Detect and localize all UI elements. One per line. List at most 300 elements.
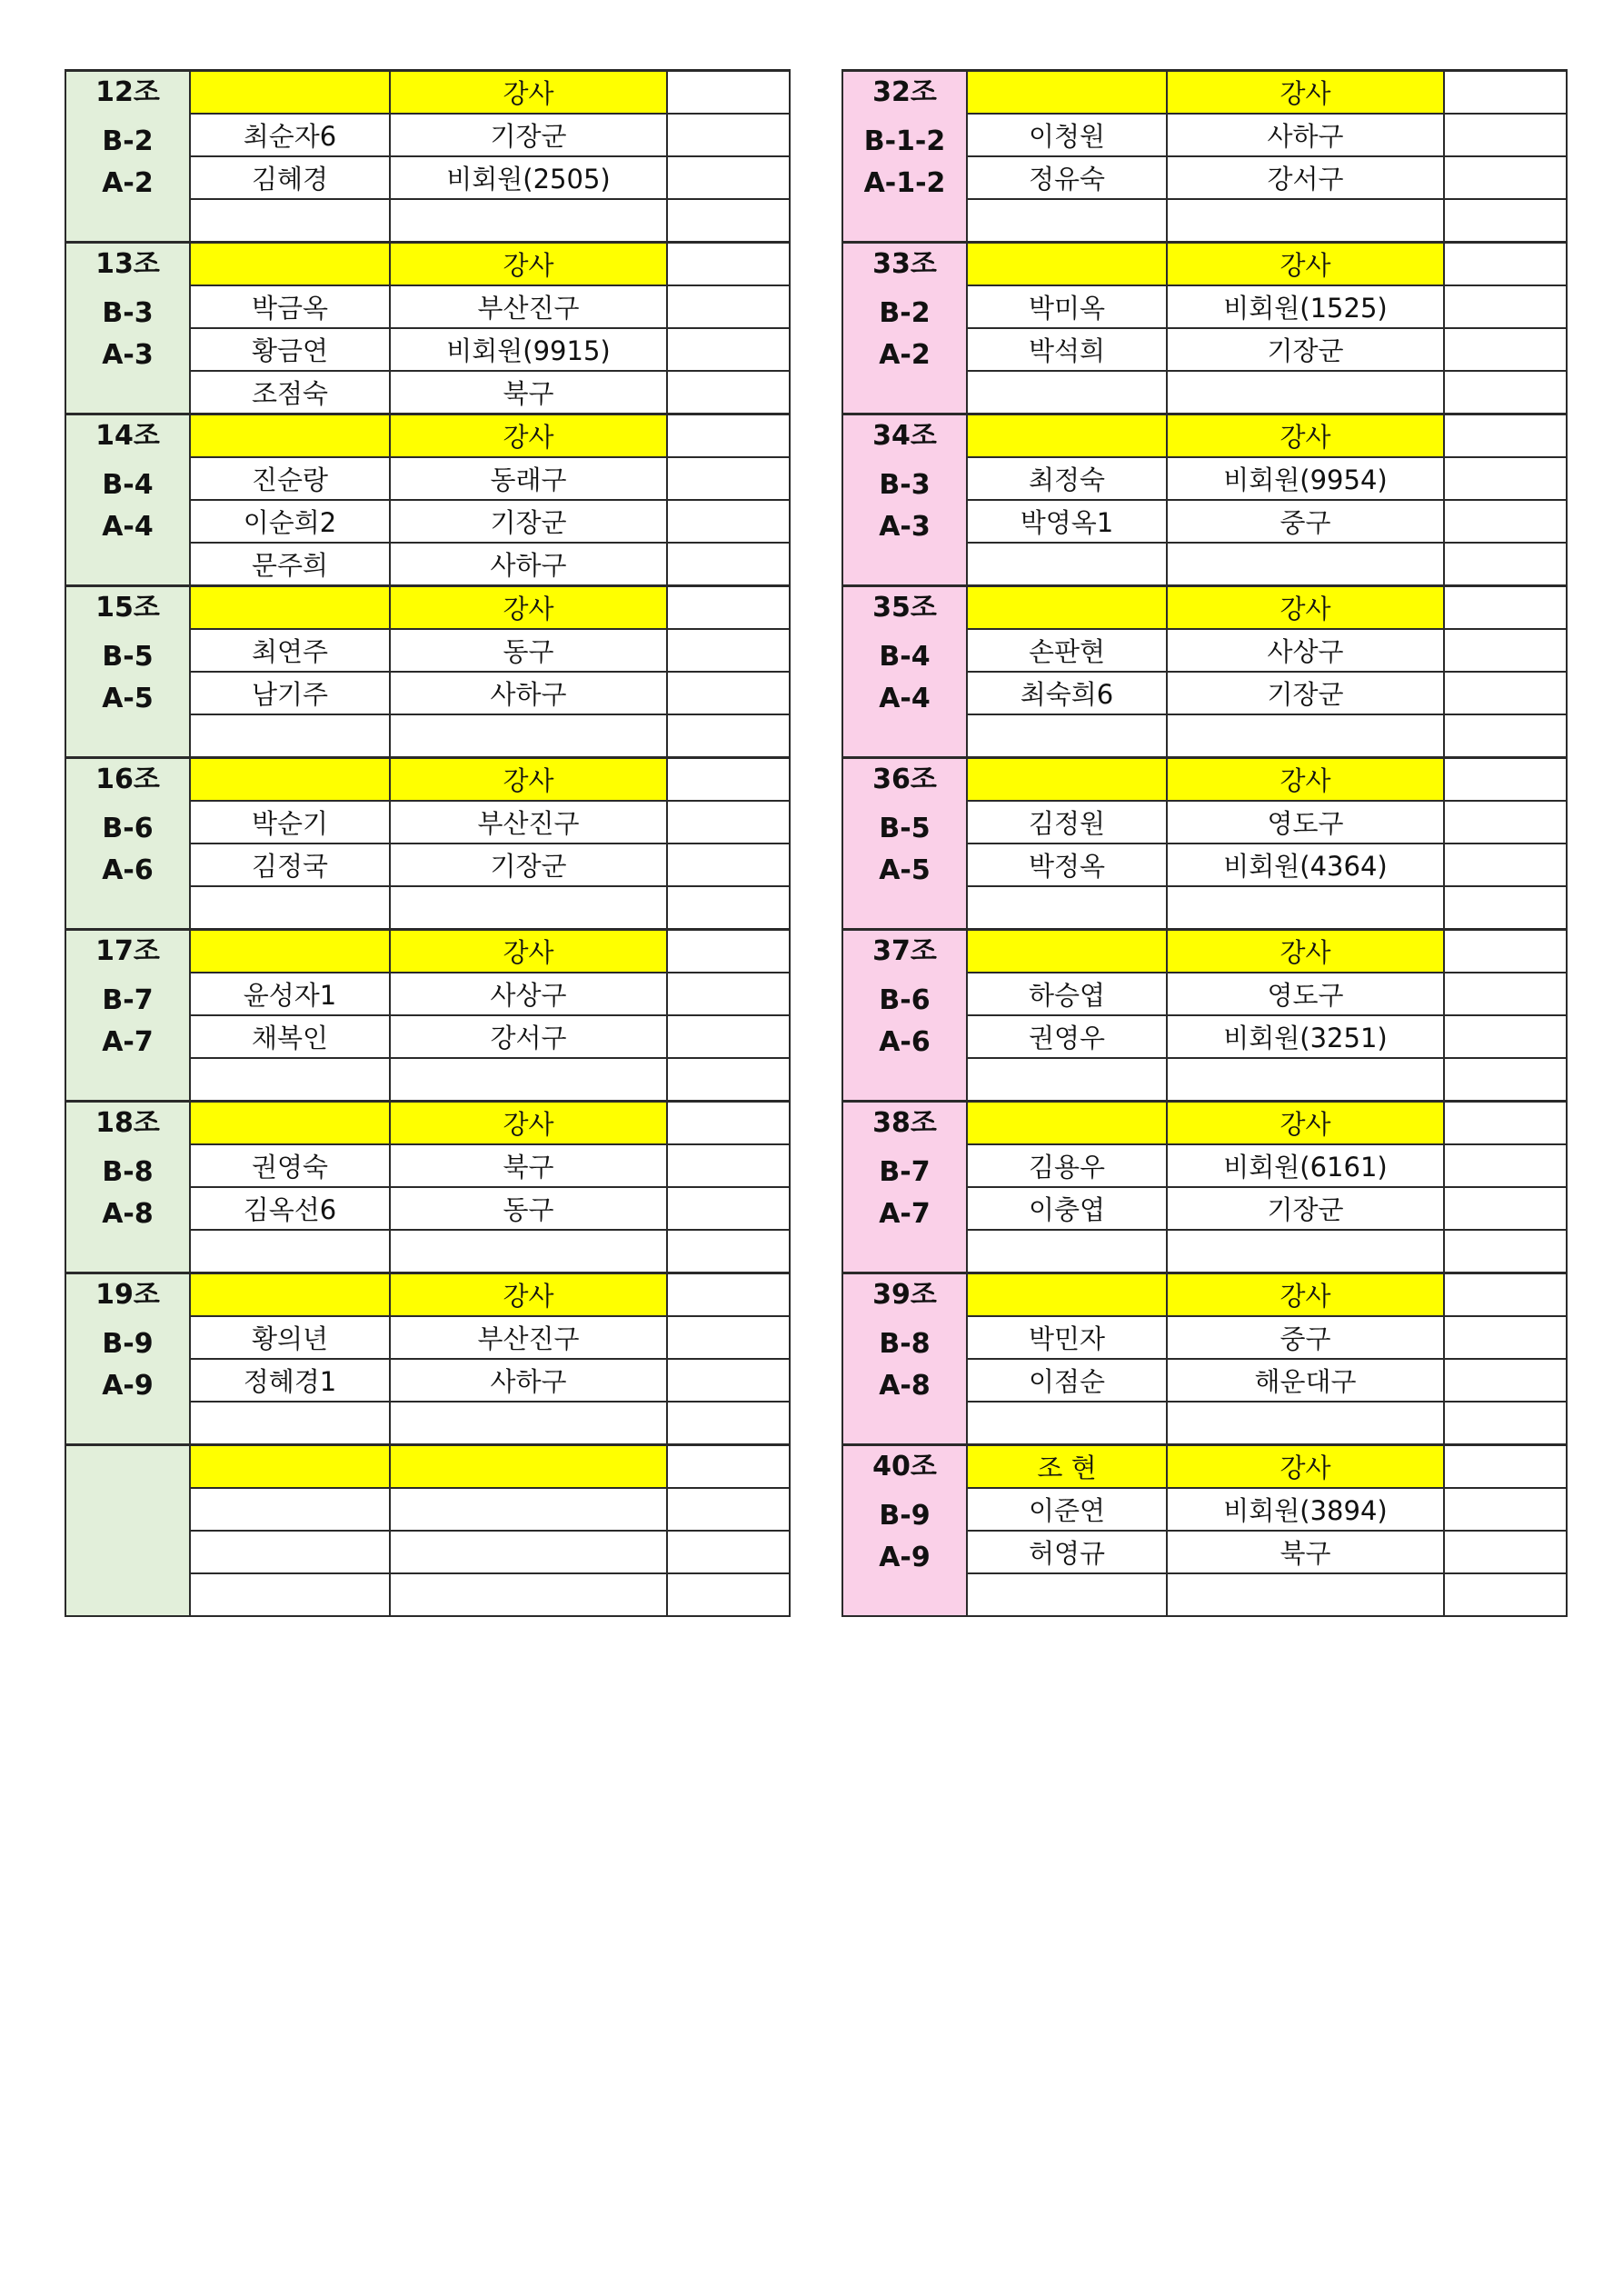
- blank-cell: [667, 1144, 790, 1187]
- member-district-cell: 비회원(4364): [1167, 844, 1444, 886]
- member-name-cell: [967, 886, 1167, 930]
- spacer: [843, 1144, 966, 1152]
- member-name-cell: [190, 1230, 390, 1273]
- member-district-cell: [390, 1230, 667, 1273]
- member-name-cell: [967, 1573, 1167, 1616]
- member-district-cell: 기장군: [1167, 672, 1444, 714]
- group-number: 39조: [872, 1279, 937, 1311]
- member-name-cell: 박민자: [967, 1316, 1167, 1359]
- group-header-row: [65, 414, 790, 458]
- member-district-cell: 동구: [390, 629, 667, 672]
- member-district-cell: [1167, 543, 1444, 586]
- b-code: B-5: [879, 813, 931, 844]
- member-district-cell: 기장군: [390, 114, 667, 156]
- group-number: 36조: [872, 764, 937, 795]
- leader-header-cell: [190, 71, 390, 115]
- blank-cell: [1444, 114, 1567, 156]
- group-label-cell: [65, 1445, 190, 1617]
- group-header-row: [842, 930, 1567, 973]
- blank-cell: [667, 285, 790, 328]
- member-district-cell: [390, 1058, 667, 1102]
- instructor-header-cell: 강사: [1167, 414, 1444, 458]
- blank-cell: [1444, 886, 1567, 930]
- blank-cell: [1444, 1015, 1567, 1058]
- blank-cell: [1444, 1402, 1567, 1445]
- b-code: B-3: [102, 297, 154, 329]
- a-code: A-9: [879, 1542, 931, 1573]
- group-number: 34조: [872, 420, 937, 452]
- group-label-cell: [65, 243, 190, 414]
- b-code: B-8: [879, 1328, 931, 1360]
- blank-cell: [1444, 1102, 1567, 1145]
- member-name-cell: 손판현: [967, 629, 1167, 672]
- member-name-cell: 박미옥: [967, 285, 1167, 328]
- instructor-header-cell: 강사: [390, 1273, 667, 1317]
- b-code: B-7: [879, 1156, 931, 1188]
- leader-header-cell: [967, 586, 1167, 630]
- blank-cell: [667, 1359, 790, 1402]
- member-district-cell: 기장군: [390, 500, 667, 543]
- blank-cell: [1444, 672, 1567, 714]
- member-district-cell: 기장군: [390, 844, 667, 886]
- member-district-cell: [1167, 1573, 1444, 1616]
- spacer: [66, 1316, 189, 1323]
- b-code: B-2: [102, 125, 154, 157]
- blank-cell: [667, 1102, 790, 1145]
- member-name-cell: 황의년: [190, 1316, 390, 1359]
- blank-cell: [667, 199, 790, 243]
- group-number: 19조: [95, 1279, 160, 1311]
- instructor-header-cell: 강사: [1167, 71, 1444, 115]
- blank-cell: [1444, 1445, 1567, 1489]
- instructor-header-cell: 강사: [390, 414, 667, 458]
- blank-cell: [667, 930, 790, 973]
- blank-cell: [1444, 629, 1567, 672]
- group-label-cell: [842, 71, 967, 243]
- group-header-row: [65, 758, 790, 802]
- member-name-cell: 정혜경1: [190, 1359, 390, 1402]
- group-label-cell: [842, 1102, 967, 1273]
- instructor-header-cell: 강사: [390, 930, 667, 973]
- group-header-row: [842, 1273, 1567, 1317]
- a-code: A-2: [102, 167, 154, 199]
- member-district-cell: 영도구: [1167, 973, 1444, 1015]
- member-district-cell: 기장군: [1167, 328, 1444, 371]
- spacer: [66, 285, 189, 293]
- b-code: B-4: [879, 641, 931, 673]
- group-number: 32조: [872, 76, 937, 108]
- member-district-cell: 북구: [1167, 1531, 1444, 1573]
- group-label-cell: [842, 930, 967, 1102]
- leader-header-cell: [967, 243, 1167, 286]
- member-name-cell: 윤성자1: [190, 973, 390, 1015]
- a-code: A-4: [102, 511, 154, 543]
- a-code: A-6: [879, 1026, 931, 1058]
- blank-cell: [1444, 1144, 1567, 1187]
- group-header-row: [842, 243, 1567, 286]
- spacer: [843, 629, 966, 636]
- group-number: 38조: [872, 1107, 937, 1139]
- instructor-header-cell: 강사: [1167, 1445, 1444, 1489]
- member-district-cell: 강서구: [390, 1015, 667, 1058]
- a-code: A-1-2: [863, 167, 946, 199]
- group-header-row: [65, 1102, 790, 1145]
- spacer: [843, 801, 966, 808]
- member-district-cell: [1167, 1402, 1444, 1445]
- blank-cell: [667, 1402, 790, 1445]
- leader-header-cell: [967, 414, 1167, 458]
- member-name-cell: 하승엽: [967, 973, 1167, 1015]
- member-name-cell: [190, 1488, 390, 1531]
- spacer: [66, 973, 189, 980]
- leader-header-cell: [967, 758, 1167, 802]
- blank-cell: [1444, 844, 1567, 886]
- member-name-cell: [967, 371, 1167, 414]
- member-name-cell: [190, 886, 390, 930]
- group-number: 16조: [95, 764, 160, 795]
- member-name-cell: 이순희2: [190, 500, 390, 543]
- member-district-cell: 비회원(9915): [390, 328, 667, 371]
- member-district-cell: 사하구: [1167, 114, 1444, 156]
- member-district-cell: 동구: [390, 1187, 667, 1230]
- blank-cell: [667, 973, 790, 1015]
- blank-cell: [667, 886, 790, 930]
- member-name-cell: 최정숙: [967, 457, 1167, 500]
- a-code: A-5: [879, 854, 931, 886]
- spacer: [843, 457, 966, 464]
- blank-cell: [1444, 371, 1567, 414]
- group-label-cell: [65, 1273, 190, 1445]
- member-district-cell: 동래구: [390, 457, 667, 500]
- blank-cell: [667, 1531, 790, 1573]
- group-header-row: [842, 1445, 1567, 1489]
- spacer: [66, 457, 189, 464]
- leader-header-cell: [190, 586, 390, 630]
- blank-cell: [667, 1058, 790, 1102]
- group-number: 15조: [95, 592, 160, 624]
- instructor-header-cell: 강사: [390, 243, 667, 286]
- blank-cell: [1444, 1359, 1567, 1402]
- blank-cell: [667, 114, 790, 156]
- member-district-cell: [390, 1531, 667, 1573]
- blank-cell: [1444, 801, 1567, 844]
- group-label-cell: [65, 930, 190, 1102]
- member-district-cell: [390, 1488, 667, 1531]
- member-name-cell: 박영옥1: [967, 500, 1167, 543]
- member-name-cell: 문주희: [190, 543, 390, 586]
- member-district-cell: 비회원(3251): [1167, 1015, 1444, 1058]
- blank-cell: [1444, 285, 1567, 328]
- member-district-cell: 사하구: [390, 672, 667, 714]
- group-label-cell: [65, 1102, 190, 1273]
- member-district-cell: 사상구: [390, 973, 667, 1015]
- blank-cell: [667, 156, 790, 199]
- blank-cell: [667, 543, 790, 586]
- member-district-cell: 사하구: [390, 1359, 667, 1402]
- member-name-cell: 이충엽: [967, 1187, 1167, 1230]
- blank-cell: [667, 629, 790, 672]
- leader-header-cell: [190, 930, 390, 973]
- group-header-row: [65, 930, 790, 973]
- member-district-cell: 비회원(9954): [1167, 457, 1444, 500]
- leader-header-cell: [967, 1273, 1167, 1317]
- instructor-header-cell: 강사: [390, 71, 667, 115]
- group-header-row: [842, 586, 1567, 630]
- left-group-table: [65, 69, 791, 1617]
- spacer: [843, 114, 966, 121]
- instructor-header-cell: 강사: [390, 758, 667, 802]
- member-name-cell: [967, 543, 1167, 586]
- group-header-row: [65, 243, 790, 286]
- b-code: B-7: [102, 984, 154, 1016]
- b-code: B-9: [102, 1328, 154, 1360]
- spacer: [66, 629, 189, 636]
- group-label-cell: [842, 1273, 967, 1445]
- group-number: 13조: [95, 248, 160, 280]
- group-label-cell: [65, 758, 190, 930]
- b-code: B-2: [879, 297, 931, 329]
- member-district-cell: [390, 1402, 667, 1445]
- group-label-cell: [65, 586, 190, 758]
- leader-header-cell: [190, 414, 390, 458]
- member-name-cell: 남기주: [190, 672, 390, 714]
- member-district-cell: [1167, 1058, 1444, 1102]
- group-header-row: [842, 758, 1567, 802]
- member-district-cell: 비회원(6161): [1167, 1144, 1444, 1187]
- blank-cell: [667, 500, 790, 543]
- member-district-cell: 북구: [390, 1144, 667, 1187]
- a-code: A-9: [102, 1370, 154, 1402]
- blank-cell: [667, 243, 790, 286]
- member-district-cell: [390, 714, 667, 758]
- member-name-cell: 최연주: [190, 629, 390, 672]
- blank-cell: [1444, 930, 1567, 973]
- member-district-cell: [1167, 199, 1444, 243]
- blank-cell: [1444, 1316, 1567, 1359]
- blank-cell: [1444, 243, 1567, 286]
- blank-cell: [1444, 758, 1567, 802]
- group-header-row: [65, 71, 790, 115]
- member-name-cell: 김혜경: [190, 156, 390, 199]
- blank-cell: [1444, 1531, 1567, 1573]
- blank-cell: [667, 328, 790, 371]
- member-name-cell: 김정국: [190, 844, 390, 886]
- member-name-cell: [967, 714, 1167, 758]
- member-name-cell: 이점순: [967, 1359, 1167, 1402]
- member-name-cell: 최순자6: [190, 114, 390, 156]
- member-district-cell: 중구: [1167, 1316, 1444, 1359]
- blank-cell: [667, 586, 790, 630]
- blank-cell: [667, 1445, 790, 1489]
- blank-cell: [667, 1230, 790, 1273]
- member-name-cell: [967, 1058, 1167, 1102]
- group-header-row: [842, 414, 1567, 458]
- member-name-cell: [967, 1402, 1167, 1445]
- member-name-cell: 김옥선6: [190, 1187, 390, 1230]
- member-district-cell: 해운대구: [1167, 1359, 1444, 1402]
- spacer: [843, 1488, 966, 1495]
- blank-cell: [1444, 586, 1567, 630]
- member-name-cell: [190, 1531, 390, 1573]
- a-code: A-6: [102, 854, 154, 886]
- member-name-cell: 김정원: [967, 801, 1167, 844]
- group-label-cell: [65, 414, 190, 586]
- leader-header-cell: [190, 1445, 390, 1489]
- a-code: A-8: [102, 1198, 154, 1230]
- member-name-cell: 황금연: [190, 328, 390, 371]
- instructor-header-cell: 강사: [1167, 586, 1444, 630]
- group-number: 37조: [872, 935, 937, 967]
- spacer: [843, 285, 966, 293]
- group-number: 33조: [872, 248, 937, 280]
- member-district-cell: 강서구: [1167, 156, 1444, 199]
- member-district-cell: [1167, 1230, 1444, 1273]
- member-name-cell: 박순기: [190, 801, 390, 844]
- member-district-cell: 부산진구: [390, 285, 667, 328]
- leader-header-cell: [967, 71, 1167, 115]
- member-name-cell: 허영규: [967, 1531, 1167, 1573]
- b-code: B-6: [879, 984, 931, 1016]
- member-district-cell: [390, 886, 667, 930]
- member-name-cell: [967, 199, 1167, 243]
- member-district-cell: [1167, 714, 1444, 758]
- instructor-header-cell: 강사: [1167, 758, 1444, 802]
- a-code: A-5: [102, 683, 154, 714]
- member-district-cell: [390, 199, 667, 243]
- group-number: 18조: [95, 1107, 160, 1139]
- blank-cell: [1444, 1488, 1567, 1531]
- blank-cell: [667, 1273, 790, 1317]
- group-label-cell: [842, 243, 967, 414]
- blank-cell: [1444, 1573, 1567, 1616]
- blank-cell: [1444, 1058, 1567, 1102]
- group-label-cell: [842, 586, 967, 758]
- blank-cell: [1444, 328, 1567, 371]
- member-district-cell: 부산진구: [390, 801, 667, 844]
- group-header-row: [65, 586, 790, 630]
- group-header-row: [65, 1273, 790, 1317]
- instructor-header-cell: [390, 1445, 667, 1489]
- instructor-header-cell: 강사: [1167, 930, 1444, 973]
- member-name-cell: 박석희: [967, 328, 1167, 371]
- leader-header-cell: [190, 1102, 390, 1145]
- member-district-cell: [390, 1573, 667, 1616]
- blank-cell: [667, 844, 790, 886]
- leader-header-cell: [967, 1102, 1167, 1145]
- member-name-cell: 조점숙: [190, 371, 390, 414]
- leader-header-cell: [190, 758, 390, 802]
- member-name-cell: 박정옥: [967, 844, 1167, 886]
- b-code: B-5: [102, 641, 154, 673]
- blank-cell: [1444, 1187, 1567, 1230]
- group-header-row: [65, 1445, 790, 1489]
- group-number: 35조: [872, 592, 937, 624]
- b-code: B-9: [879, 1500, 931, 1532]
- spacer: [66, 1446, 189, 1453]
- member-district-cell: 기장군: [1167, 1187, 1444, 1230]
- group-label-cell: [842, 758, 967, 930]
- spacer: [66, 801, 189, 808]
- group-label-cell: [65, 71, 190, 243]
- group-number: 12조: [95, 76, 160, 108]
- blank-cell: [667, 1015, 790, 1058]
- blank-cell: [667, 371, 790, 414]
- leader-header-cell: [190, 243, 390, 286]
- blank-cell: [667, 672, 790, 714]
- member-name-cell: [190, 1058, 390, 1102]
- blank-cell: [1444, 543, 1567, 586]
- a-code: A-2: [879, 339, 931, 371]
- blank-cell: [667, 414, 790, 458]
- blank-cell: [667, 71, 790, 115]
- blank-cell: [667, 758, 790, 802]
- blank-cell: [667, 1187, 790, 1230]
- instructor-header-cell: 강사: [390, 586, 667, 630]
- member-name-cell: 최숙희6: [967, 672, 1167, 714]
- b-code: B-6: [102, 813, 154, 844]
- blank-cell: [1444, 156, 1567, 199]
- member-district-cell: 부산진구: [390, 1316, 667, 1359]
- blank-cell: [1444, 414, 1567, 458]
- b-code: B-4: [102, 469, 154, 501]
- a-code: A-7: [879, 1198, 931, 1230]
- b-code: B-8: [102, 1156, 154, 1188]
- blank-cell: [667, 714, 790, 758]
- leader-header-cell: 조 현: [967, 1445, 1167, 1489]
- group-label-cell: [842, 1445, 967, 1617]
- group-number: 17조: [95, 935, 160, 967]
- a-code: A-8: [879, 1370, 931, 1402]
- spacer: [66, 114, 189, 121]
- instructor-header-cell: 강사: [390, 1102, 667, 1145]
- member-name-cell: 권영우: [967, 1015, 1167, 1058]
- member-district-cell: 사상구: [1167, 629, 1444, 672]
- a-code: A-4: [879, 683, 931, 714]
- member-name-cell: [190, 199, 390, 243]
- blank-cell: [667, 1488, 790, 1531]
- a-code: A-3: [102, 339, 154, 371]
- instructor-header-cell: 강사: [1167, 243, 1444, 286]
- member-name-cell: 김용우: [967, 1144, 1167, 1187]
- b-code: B-1-2: [863, 125, 946, 157]
- group-number: 14조: [95, 420, 160, 452]
- a-code: A-3: [879, 511, 931, 543]
- member-district-cell: 비회원(3894): [1167, 1488, 1444, 1531]
- member-name-cell: [190, 1402, 390, 1445]
- member-name-cell: 진순랑: [190, 457, 390, 500]
- leader-header-cell: [967, 930, 1167, 973]
- member-name-cell: 채복인: [190, 1015, 390, 1058]
- member-name-cell: 박금옥: [190, 285, 390, 328]
- member-district-cell: 북구: [390, 371, 667, 414]
- member-district-cell: 중구: [1167, 500, 1444, 543]
- blank-cell: [1444, 714, 1567, 758]
- b-code: B-3: [879, 469, 931, 501]
- instructor-header-cell: 강사: [1167, 1102, 1444, 1145]
- member-district-cell: 비회원(2505): [390, 156, 667, 199]
- blank-cell: [667, 1573, 790, 1616]
- right-group-table: [841, 69, 1568, 1617]
- blank-cell: [1444, 1273, 1567, 1317]
- group-label-cell: [842, 414, 967, 586]
- member-name-cell: 이청원: [967, 114, 1167, 156]
- member-name-cell: 권영숙: [190, 1144, 390, 1187]
- group-header-row: [842, 71, 1567, 115]
- blank-cell: [667, 457, 790, 500]
- leader-header-cell: [190, 1273, 390, 1317]
- blank-cell: [1444, 199, 1567, 243]
- spacer: [843, 1316, 966, 1323]
